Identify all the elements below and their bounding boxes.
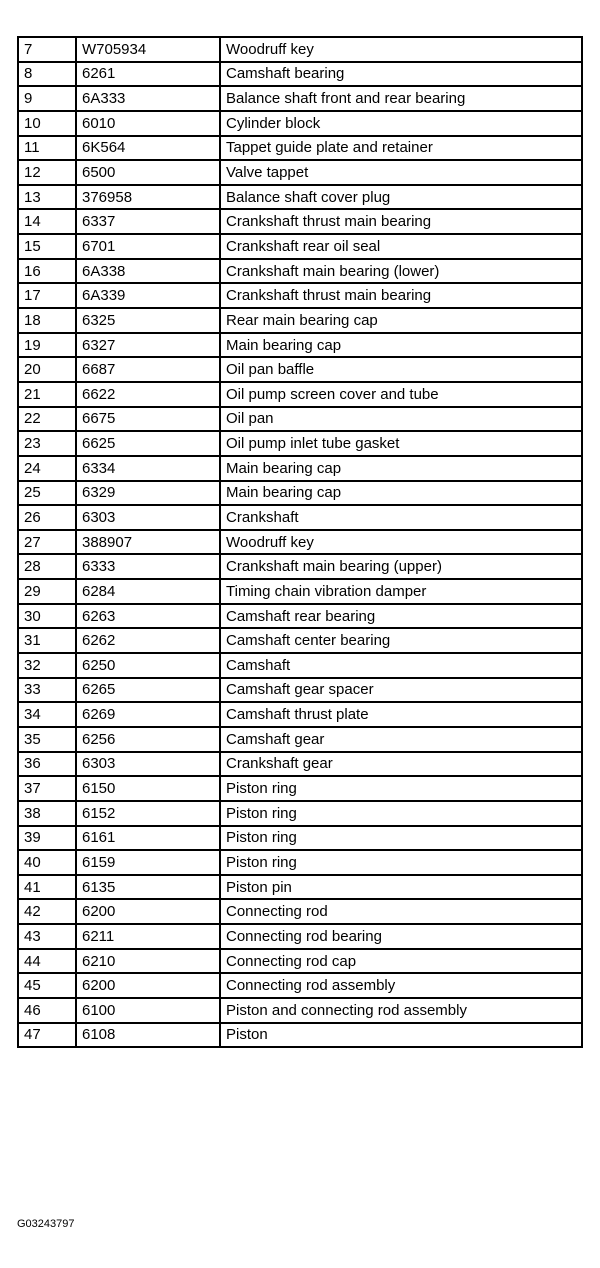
table-row xyxy=(18,727,582,752)
description-cell: Piston ring xyxy=(220,801,582,826)
item-number-cell: 35 xyxy=(18,727,76,752)
item-number-cell: 38 xyxy=(18,801,76,826)
item-number-cell: 34 xyxy=(18,702,76,727)
table-row xyxy=(18,653,582,678)
item-number-cell: 20 xyxy=(18,357,76,382)
item-number-cell: 39 xyxy=(18,826,76,851)
table-row xyxy=(18,407,582,432)
table-row xyxy=(18,382,582,407)
description-cell: Connecting rod xyxy=(220,899,582,924)
table-row xyxy=(18,283,582,308)
table-row xyxy=(18,875,582,900)
description-cell: Main bearing cap xyxy=(220,456,582,481)
description-cell: Crankshaft main bearing (upper) xyxy=(220,554,582,579)
part-number-cell: 6152 xyxy=(76,801,220,826)
table-row xyxy=(18,678,582,703)
item-number-cell: 11 xyxy=(18,136,76,161)
description-cell: Balance shaft cover plug xyxy=(220,185,582,210)
description-cell: Camshaft rear bearing xyxy=(220,604,582,629)
part-number-cell: 6675 xyxy=(76,407,220,432)
item-number-cell: 26 xyxy=(18,505,76,530)
table-row xyxy=(18,604,582,629)
table-row xyxy=(18,554,582,579)
part-number-cell: 6150 xyxy=(76,776,220,801)
description-cell: Piston ring xyxy=(220,826,582,851)
item-number-cell: 33 xyxy=(18,678,76,703)
part-number-cell: 6262 xyxy=(76,628,220,653)
parts-table xyxy=(17,36,583,1048)
part-number-cell: 6A333 xyxy=(76,86,220,111)
description-cell: Woodruff key xyxy=(220,530,582,555)
item-number-cell: 25 xyxy=(18,481,76,506)
table-row xyxy=(18,62,582,87)
item-number-cell: 31 xyxy=(18,628,76,653)
table-row xyxy=(18,308,582,333)
description-cell: Woodruff key xyxy=(220,37,582,62)
description-cell: Main bearing cap xyxy=(220,481,582,506)
item-number-cell: 40 xyxy=(18,850,76,875)
description-cell: Valve tappet xyxy=(220,160,582,185)
description-cell: Oil pump screen cover and tube xyxy=(220,382,582,407)
description-cell: Camshaft gear spacer xyxy=(220,678,582,703)
part-number-cell: 6622 xyxy=(76,382,220,407)
description-cell: Crankshaft xyxy=(220,505,582,530)
item-number-cell: 9 xyxy=(18,86,76,111)
item-number-cell: 13 xyxy=(18,185,76,210)
description-cell: Camshaft center bearing xyxy=(220,628,582,653)
part-number-cell: 6A338 xyxy=(76,259,220,284)
description-cell: Crankshaft thrust main bearing xyxy=(220,209,582,234)
table-row xyxy=(18,111,582,136)
item-number-cell: 28 xyxy=(18,554,76,579)
part-number-cell: 6701 xyxy=(76,234,220,259)
part-number-cell: 6210 xyxy=(76,949,220,974)
part-number-cell: 6108 xyxy=(76,1023,220,1048)
description-cell: Connecting rod bearing xyxy=(220,924,582,949)
description-cell: Cylinder block xyxy=(220,111,582,136)
item-number-cell: 43 xyxy=(18,924,76,949)
item-number-cell: 24 xyxy=(18,456,76,481)
part-number-cell: 6625 xyxy=(76,431,220,456)
description-cell: Balance shaft front and rear bearing xyxy=(220,86,582,111)
description-cell: Oil pan xyxy=(220,407,582,432)
part-number-cell: 6500 xyxy=(76,160,220,185)
table-row xyxy=(18,333,582,358)
part-number-cell: 6269 xyxy=(76,702,220,727)
item-number-cell: 21 xyxy=(18,382,76,407)
table-row xyxy=(18,431,582,456)
description-cell: Crankshaft thrust main bearing xyxy=(220,283,582,308)
part-number-cell: 6161 xyxy=(76,826,220,851)
table-row xyxy=(18,628,582,653)
table-row xyxy=(18,259,582,284)
description-cell: Piston ring xyxy=(220,850,582,875)
item-number-cell: 12 xyxy=(18,160,76,185)
part-number-cell: 6200 xyxy=(76,899,220,924)
part-number-cell: 6200 xyxy=(76,973,220,998)
part-number-cell: 6337 xyxy=(76,209,220,234)
table-row xyxy=(18,949,582,974)
figure-id: G03243797 xyxy=(17,1218,75,1230)
part-number-cell: 6135 xyxy=(76,875,220,900)
table-row xyxy=(18,1023,582,1048)
item-number-cell: 17 xyxy=(18,283,76,308)
part-number-cell: 6303 xyxy=(76,752,220,777)
item-number-cell: 29 xyxy=(18,579,76,604)
part-number-cell: 6284 xyxy=(76,579,220,604)
item-number-cell: 19 xyxy=(18,333,76,358)
item-number-cell: 45 xyxy=(18,973,76,998)
table-row xyxy=(18,481,582,506)
description-cell: Camshaft thrust plate xyxy=(220,702,582,727)
table-row xyxy=(18,973,582,998)
item-number-cell: 7 xyxy=(18,37,76,62)
table-row xyxy=(18,209,582,234)
part-number-cell: 6263 xyxy=(76,604,220,629)
part-number-cell: 6334 xyxy=(76,456,220,481)
table-row xyxy=(18,924,582,949)
table-row xyxy=(18,160,582,185)
table-row xyxy=(18,899,582,924)
table-row xyxy=(18,185,582,210)
part-number-cell: 6687 xyxy=(76,357,220,382)
part-number-cell: 6K564 xyxy=(76,136,220,161)
part-number-cell: 388907 xyxy=(76,530,220,555)
description-cell: Oil pump inlet tube gasket xyxy=(220,431,582,456)
item-number-cell: 47 xyxy=(18,1023,76,1048)
table-row xyxy=(18,752,582,777)
table-row xyxy=(18,776,582,801)
part-number-cell: 6261 xyxy=(76,62,220,87)
item-number-cell: 37 xyxy=(18,776,76,801)
part-number-cell: 6265 xyxy=(76,678,220,703)
part-number-cell: 6211 xyxy=(76,924,220,949)
description-cell: Crankshaft rear oil seal xyxy=(220,234,582,259)
item-number-cell: 18 xyxy=(18,308,76,333)
part-number-cell: 6010 xyxy=(76,111,220,136)
description-cell: Piston xyxy=(220,1023,582,1048)
table-row xyxy=(18,357,582,382)
item-number-cell: 32 xyxy=(18,653,76,678)
description-cell: Camshaft bearing xyxy=(220,62,582,87)
part-number-cell: 6159 xyxy=(76,850,220,875)
item-number-cell: 23 xyxy=(18,431,76,456)
table-row xyxy=(18,86,582,111)
table-row xyxy=(18,801,582,826)
item-number-cell: 22 xyxy=(18,407,76,432)
part-number-cell: 376958 xyxy=(76,185,220,210)
description-cell: Connecting rod cap xyxy=(220,949,582,974)
part-number-cell: 6A339 xyxy=(76,283,220,308)
description-cell: Crankshaft gear xyxy=(220,752,582,777)
table-row xyxy=(18,530,582,555)
table-row xyxy=(18,850,582,875)
table-row xyxy=(18,456,582,481)
description-cell: Timing chain vibration damper xyxy=(220,579,582,604)
part-number-cell: 6333 xyxy=(76,554,220,579)
table-row xyxy=(18,826,582,851)
description-cell: Connecting rod assembly xyxy=(220,973,582,998)
part-number-cell: 6250 xyxy=(76,653,220,678)
description-cell: Crankshaft main bearing (lower) xyxy=(220,259,582,284)
item-number-cell: 41 xyxy=(18,875,76,900)
part-number-cell: W705934 xyxy=(76,37,220,62)
part-number-cell: 6327 xyxy=(76,333,220,358)
item-number-cell: 46 xyxy=(18,998,76,1023)
table-row xyxy=(18,136,582,161)
item-number-cell: 30 xyxy=(18,604,76,629)
description-cell: Piston and connecting rod assembly xyxy=(220,998,582,1023)
part-number-cell: 6303 xyxy=(76,505,220,530)
description-cell: Tappet guide plate and retainer xyxy=(220,136,582,161)
description-cell: Main bearing cap xyxy=(220,333,582,358)
item-number-cell: 44 xyxy=(18,949,76,974)
item-number-cell: 15 xyxy=(18,234,76,259)
description-cell: Piston ring xyxy=(220,776,582,801)
part-number-cell: 6329 xyxy=(76,481,220,506)
table-row xyxy=(18,702,582,727)
part-number-cell: 6325 xyxy=(76,308,220,333)
item-number-cell: 36 xyxy=(18,752,76,777)
table-row xyxy=(18,37,582,62)
item-number-cell: 8 xyxy=(18,62,76,87)
item-number-cell: 42 xyxy=(18,899,76,924)
table-row xyxy=(18,234,582,259)
table-row xyxy=(18,579,582,604)
table-row xyxy=(18,998,582,1023)
item-number-cell: 16 xyxy=(18,259,76,284)
description-cell: Piston pin xyxy=(220,875,582,900)
item-number-cell: 27 xyxy=(18,530,76,555)
description-cell: Camshaft xyxy=(220,653,582,678)
parts-table-body xyxy=(18,37,582,1047)
part-number-cell: 6256 xyxy=(76,727,220,752)
item-number-cell: 14 xyxy=(18,209,76,234)
description-cell: Camshaft gear xyxy=(220,727,582,752)
table-row xyxy=(18,505,582,530)
part-number-cell: 6100 xyxy=(76,998,220,1023)
item-number-cell: 10 xyxy=(18,111,76,136)
description-cell: Rear main bearing cap xyxy=(220,308,582,333)
description-cell: Oil pan baffle xyxy=(220,357,582,382)
